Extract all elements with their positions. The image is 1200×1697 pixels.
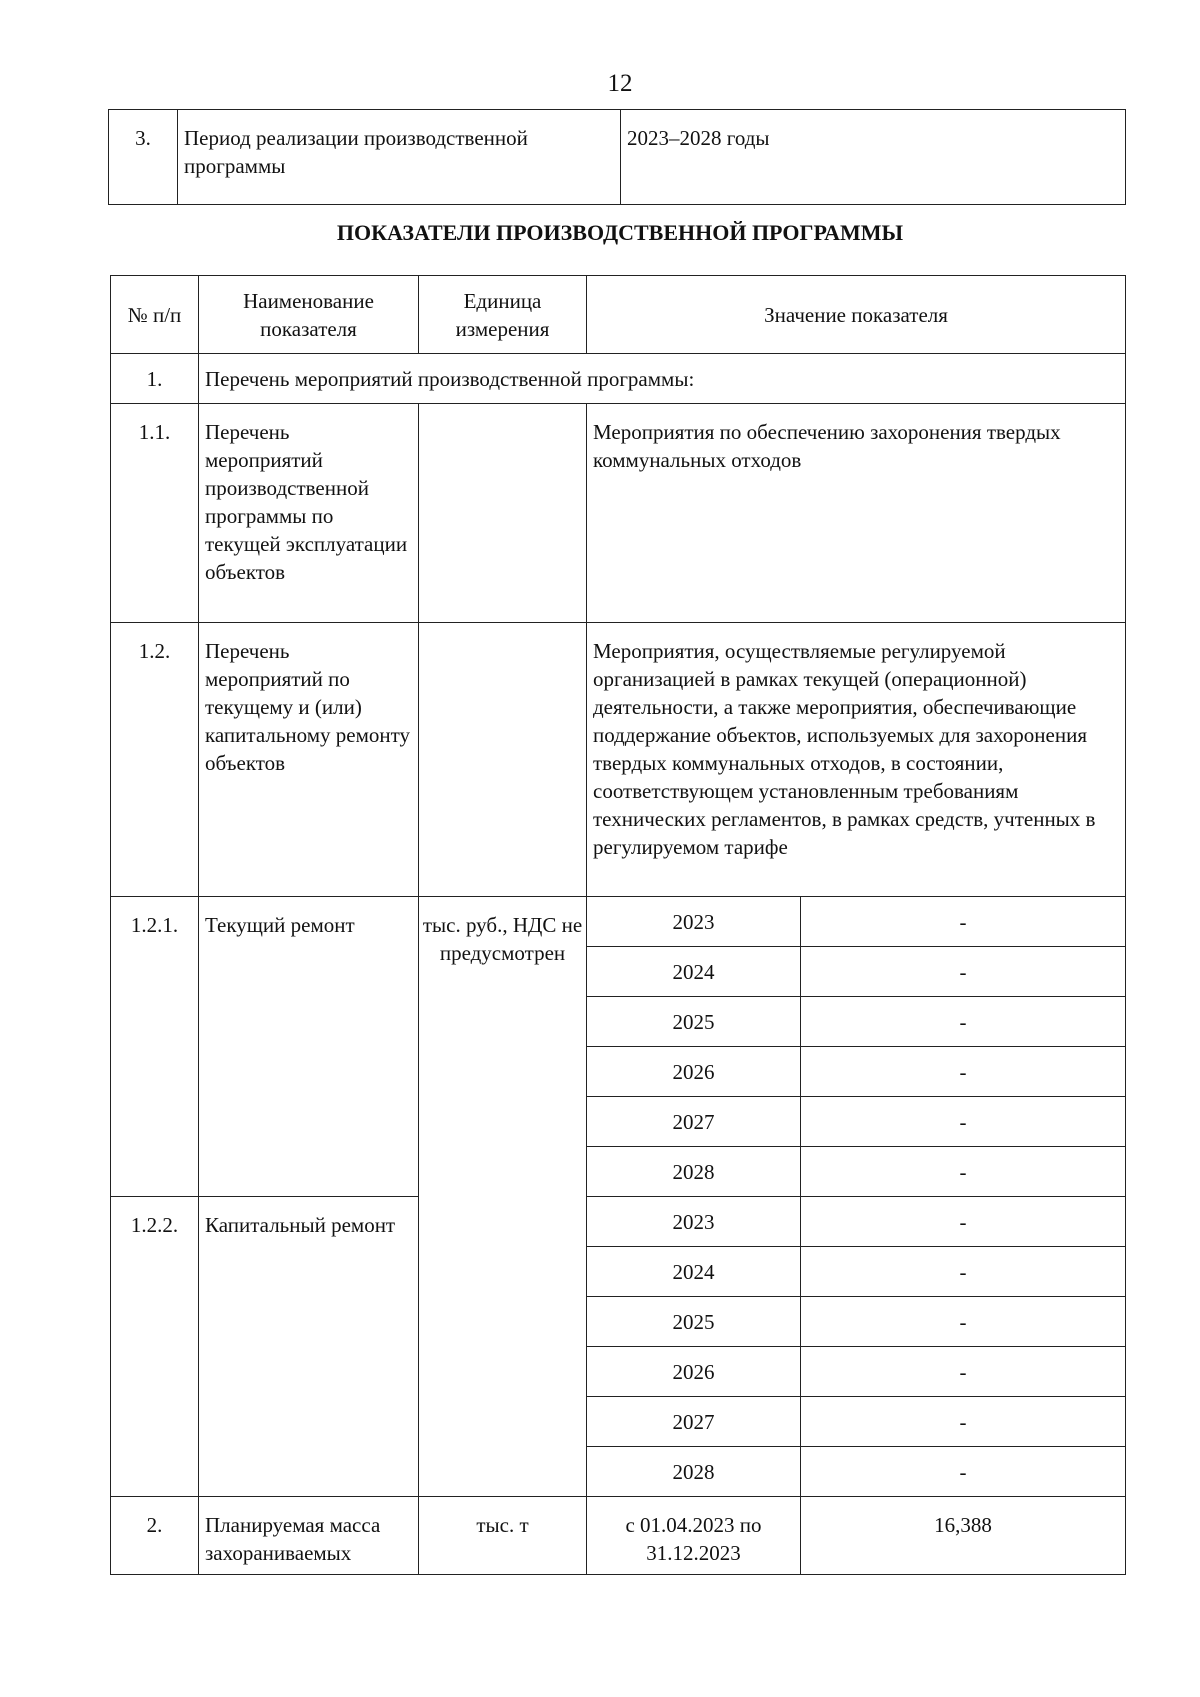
row-label: Перечень мероприятий по текущему и (или) капитальному ремонту объектов: [199, 623, 419, 897]
row-label: Планируемая масса захораниваемых: [199, 1497, 419, 1575]
row-number: 1.: [111, 354, 199, 404]
table-row: [109, 110, 1126, 205]
row-number: 1.1.: [111, 404, 199, 623]
table-row: [111, 1497, 1126, 1575]
row-unit: [419, 623, 587, 897]
row-number: 1.2.2.: [111, 1197, 199, 1497]
year-cell: 2026: [587, 1347, 801, 1397]
row-value: 16,388: [801, 1497, 1126, 1575]
year-cell: 2024: [587, 1247, 801, 1297]
value-cell: -: [801, 1347, 1126, 1397]
value-cell: -: [801, 897, 1126, 947]
page-number: 12: [607, 70, 633, 97]
row-period: с 01.04.2023 по 31.12.2023: [587, 1497, 801, 1575]
row-value: Мероприятия, осуществляемые регулируемой организацией в рамках текущей (операционной) деятельности, а также мероприятия, обеспечивающие поддержание объектов, используемых для захоронения твердых коммунальных отходов, в состоянии, соответствующем установленным требованиям технических регламентов, в рамках средств, учтенных в регулируемом тарифе: [587, 623, 1126, 897]
table-row: [111, 623, 1126, 897]
row-label: Перечень мероприятий производственной программы по текущей эксплуатации объектов: [199, 404, 419, 623]
year-cell: 2028: [587, 1147, 801, 1197]
row-label: Текущий ремонт: [199, 897, 419, 1197]
row-value: 2023–2028 годы: [621, 110, 1126, 205]
table-row: [111, 354, 1126, 404]
row-value: Мероприятия по обеспечению захоронения твердых коммунальных отходов: [587, 404, 1126, 623]
header-name: Наименование показателя: [199, 276, 419, 354]
value-cell: -: [801, 1447, 1126, 1497]
header-num: № п/п: [111, 276, 199, 354]
value-cell: -: [801, 997, 1126, 1047]
year-cell: 2028: [587, 1447, 801, 1497]
row-number: 1.2.: [111, 623, 199, 897]
table-row: [111, 897, 1126, 947]
row-label: Капитальный ремонт: [199, 1197, 419, 1497]
row-unit: тыс. руб., НДС не предусмотрен: [419, 897, 587, 1497]
year-cell: 2024: [587, 947, 801, 997]
value-cell: -: [801, 1247, 1126, 1297]
indicators-table: [110, 275, 1126, 1575]
row-unit: [419, 404, 587, 623]
value-cell: -: [801, 1297, 1126, 1347]
value-cell: -: [801, 1047, 1126, 1097]
year-cell: 2025: [587, 997, 801, 1047]
row-number: 3.: [109, 110, 178, 205]
row-number: 2.: [111, 1497, 199, 1575]
program-period-table: [108, 109, 1126, 205]
year-cell: 2023: [587, 897, 801, 947]
header-value: Значение показателя: [587, 276, 1126, 354]
row-number: 1.2.1.: [111, 897, 199, 1197]
year-cell: 2026: [587, 1047, 801, 1097]
value-cell: -: [801, 1397, 1126, 1447]
table-row: [111, 404, 1126, 623]
row-label: Перечень мероприятий производственной программы:: [199, 354, 1126, 404]
row-label: Период реализации производственной программы: [178, 110, 621, 205]
year-cell: 2023: [587, 1197, 801, 1247]
year-cell: 2027: [587, 1397, 801, 1447]
value-cell: -: [801, 1197, 1126, 1247]
header-unit: Единица измерения: [419, 276, 587, 354]
value-cell: -: [801, 947, 1126, 997]
table-row: [111, 1197, 1126, 1247]
row-unit: тыс. т: [419, 1497, 587, 1575]
value-cell: -: [801, 1147, 1126, 1197]
header-row: [111, 276, 1126, 354]
year-cell: 2025: [587, 1297, 801, 1347]
section-title: ПОКАЗАТЕЛИ ПРОИЗВОДСТВЕННОЙ ПРОГРАММЫ: [336, 220, 904, 245]
year-cell: 2027: [587, 1097, 801, 1147]
value-cell: -: [801, 1097, 1126, 1147]
